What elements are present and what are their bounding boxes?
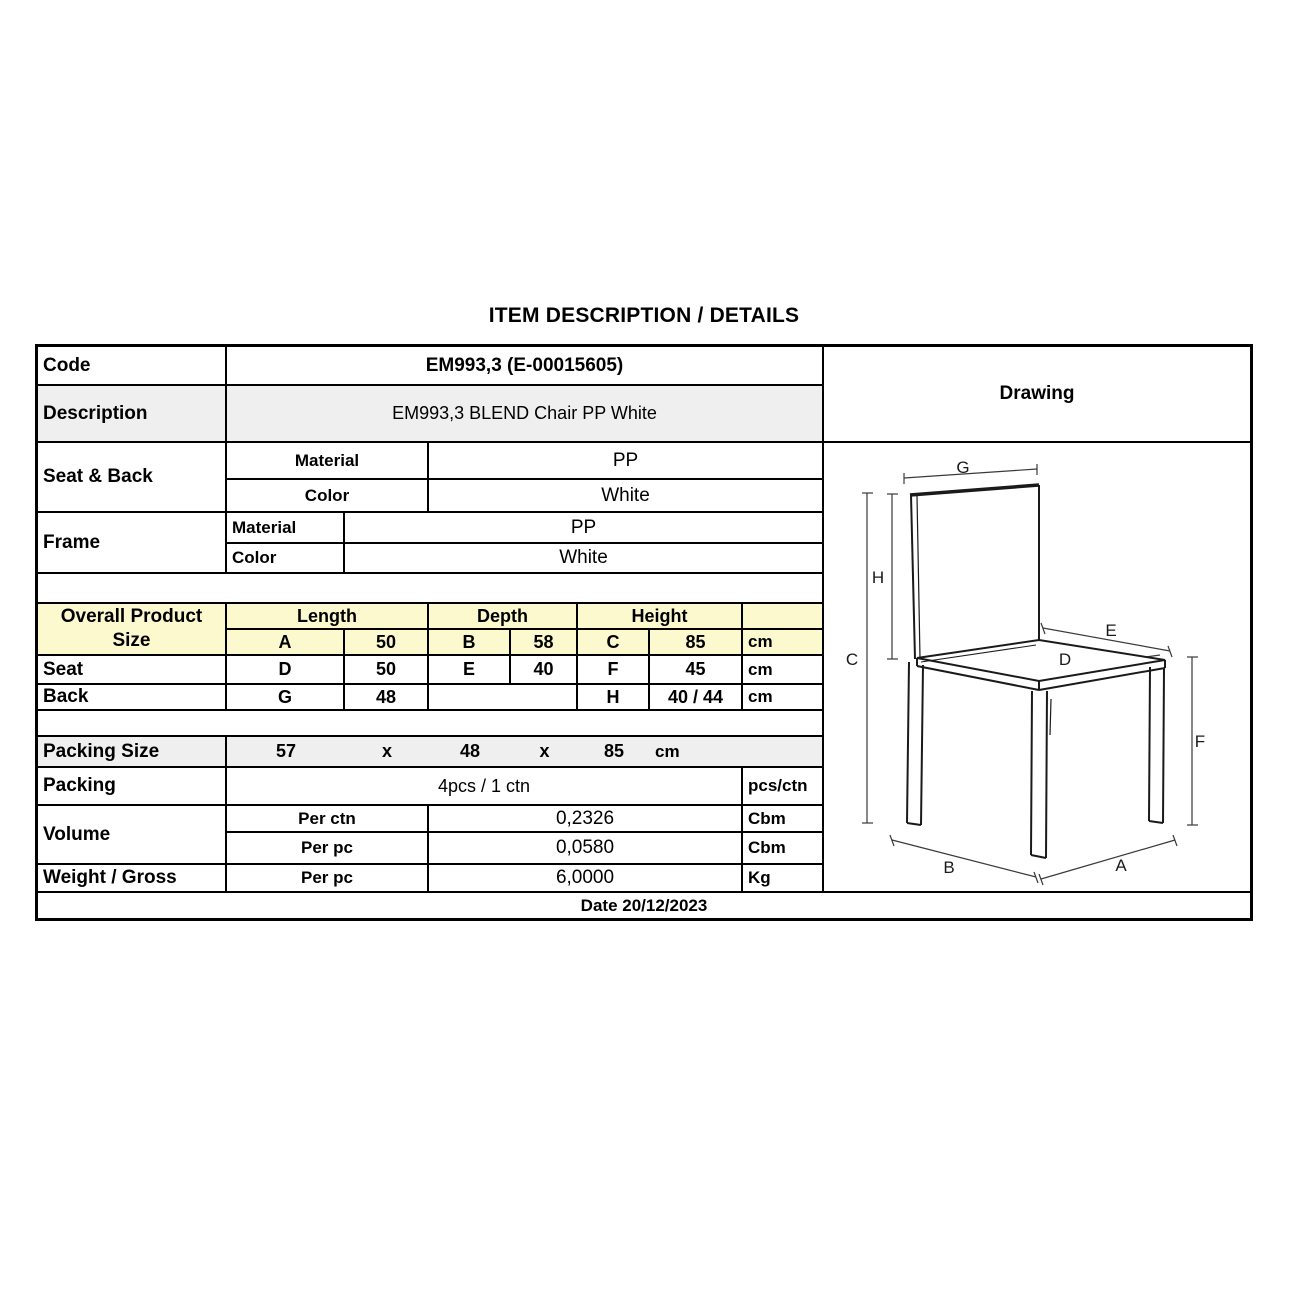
seat-depth-value: 40 bbox=[511, 656, 578, 683]
seat-depth-key: E bbox=[429, 656, 511, 683]
frame-color-value: White bbox=[559, 547, 608, 568]
size-section-label bbox=[38, 604, 227, 654]
overall-height-key: C bbox=[578, 630, 650, 654]
packing-size-label: Packing Size bbox=[38, 737, 227, 766]
packing-size-v2: 85 bbox=[603, 741, 625, 761]
back-length-value: 48 bbox=[345, 685, 429, 709]
volume-perctn-label: Per ctn bbox=[227, 806, 429, 831]
seat-back-label: Seat & Back bbox=[38, 443, 227, 511]
page-title: ITEM DESCRIPTION / DETAILS bbox=[488, 304, 800, 327]
weight-unit: Kg bbox=[748, 868, 771, 887]
weight-per-label: Per pc bbox=[227, 865, 429, 891]
seat-size-row bbox=[38, 656, 822, 685]
packing-size-unit: cm bbox=[655, 741, 680, 761]
spec-table bbox=[35, 344, 1253, 921]
frame-color-label: Color bbox=[227, 544, 345, 572]
back-size-row bbox=[38, 685, 822, 711]
seat-row-label: Seat bbox=[38, 656, 227, 683]
back-height-key: H bbox=[578, 685, 650, 709]
volume-label: Volume bbox=[38, 806, 227, 863]
overall-height-value: 85 bbox=[650, 630, 743, 654]
back-length-key: G bbox=[227, 685, 345, 709]
size-header-section bbox=[38, 604, 822, 656]
dim-label-d: D bbox=[1058, 650, 1072, 669]
overall-depth-value: 58 bbox=[511, 630, 578, 654]
code-value: EM993,3 (E-00015605) bbox=[425, 354, 624, 376]
chair-drawing bbox=[824, 443, 1249, 891]
seat-unit: cm bbox=[748, 659, 773, 679]
frame-material-value: PP bbox=[570, 516, 597, 538]
dim-label-f: F bbox=[1194, 732, 1206, 751]
depth-header: Depth bbox=[429, 604, 578, 628]
seat-height-key: F bbox=[578, 656, 650, 683]
packing-unit: pcs/ctn bbox=[748, 776, 808, 795]
packing-size-x1: x bbox=[381, 741, 392, 761]
seat-back-material-value: PP bbox=[612, 449, 639, 471]
packing-size-v0: 57 bbox=[275, 741, 297, 761]
chair-outline bbox=[907, 485, 1165, 858]
date-text: Date 20/12/2023 bbox=[580, 895, 708, 915]
code-row bbox=[38, 347, 822, 386]
packing-size-v1: 48 bbox=[459, 741, 481, 761]
packing-value: 4pcs / 1 ctn bbox=[227, 768, 743, 804]
dim-label-e: E bbox=[1105, 621, 1117, 640]
date-row bbox=[38, 893, 1250, 918]
packing-size-row bbox=[38, 737, 822, 768]
seat-back-color-label: Color bbox=[227, 480, 429, 511]
spacer-row-1 bbox=[38, 574, 822, 604]
dim-label-a: A bbox=[1115, 856, 1127, 875]
volume-perpc-label: Per pc bbox=[227, 833, 429, 863]
dim-label-c: C bbox=[845, 650, 859, 669]
back-unit: cm bbox=[748, 687, 773, 706]
height-header: Height bbox=[578, 604, 743, 628]
drawing-panel bbox=[822, 347, 1250, 893]
drawing-header: Drawing bbox=[824, 347, 1250, 443]
packing-label: Packing bbox=[38, 768, 227, 804]
seat-back-color-value: White bbox=[601, 484, 650, 506]
seat-height-value: 45 bbox=[650, 656, 743, 683]
seat-length-key: D bbox=[227, 656, 345, 683]
back-row-label: Back bbox=[38, 685, 227, 709]
size-header-unit-cell bbox=[743, 604, 822, 628]
packing-size-x2: x bbox=[539, 741, 550, 761]
back-height-value: 40 / 44 bbox=[650, 685, 743, 709]
seat-length-value: 50 bbox=[345, 656, 429, 683]
frame-material-label: Material bbox=[227, 513, 345, 542]
dim-label-g: G bbox=[956, 458, 970, 477]
volume-perpc-unit: Cbm bbox=[748, 838, 786, 857]
length-header: Length bbox=[227, 604, 429, 628]
description-label: Description bbox=[38, 386, 227, 441]
spacer-row-2 bbox=[38, 711, 822, 737]
description-value: EM993,3 BLEND Chair PP White bbox=[392, 403, 657, 423]
volume-perpc-value: 0,0580 bbox=[429, 833, 743, 863]
overall-depth-key: B bbox=[429, 630, 511, 654]
volume-perctn-unit: Cbm bbox=[748, 808, 786, 828]
packing-row bbox=[38, 768, 822, 806]
weight-value: 6,0000 bbox=[429, 865, 743, 891]
size-label-line1: Overall Product bbox=[60, 606, 203, 627]
back-depth-empty bbox=[429, 685, 578, 709]
weight-label: Weight / Gross bbox=[38, 865, 227, 891]
dim-label-b: B bbox=[943, 858, 955, 877]
weight-row bbox=[38, 865, 822, 893]
volume-section bbox=[38, 806, 822, 865]
code-label: Code bbox=[38, 347, 227, 384]
overall-length-key: A bbox=[227, 630, 345, 654]
description-row bbox=[38, 386, 822, 443]
overall-unit: cm bbox=[748, 632, 773, 651]
frame-section bbox=[38, 513, 822, 574]
frame-label: Frame bbox=[38, 513, 227, 572]
overall-length-value: 50 bbox=[345, 630, 429, 654]
volume-perctn-value: 0,2326 bbox=[429, 806, 743, 831]
seat-back-section bbox=[38, 443, 822, 513]
size-label-line2: Size bbox=[112, 630, 151, 651]
dim-label-h: H bbox=[871, 568, 885, 587]
seat-back-material-label: Material bbox=[227, 443, 429, 478]
